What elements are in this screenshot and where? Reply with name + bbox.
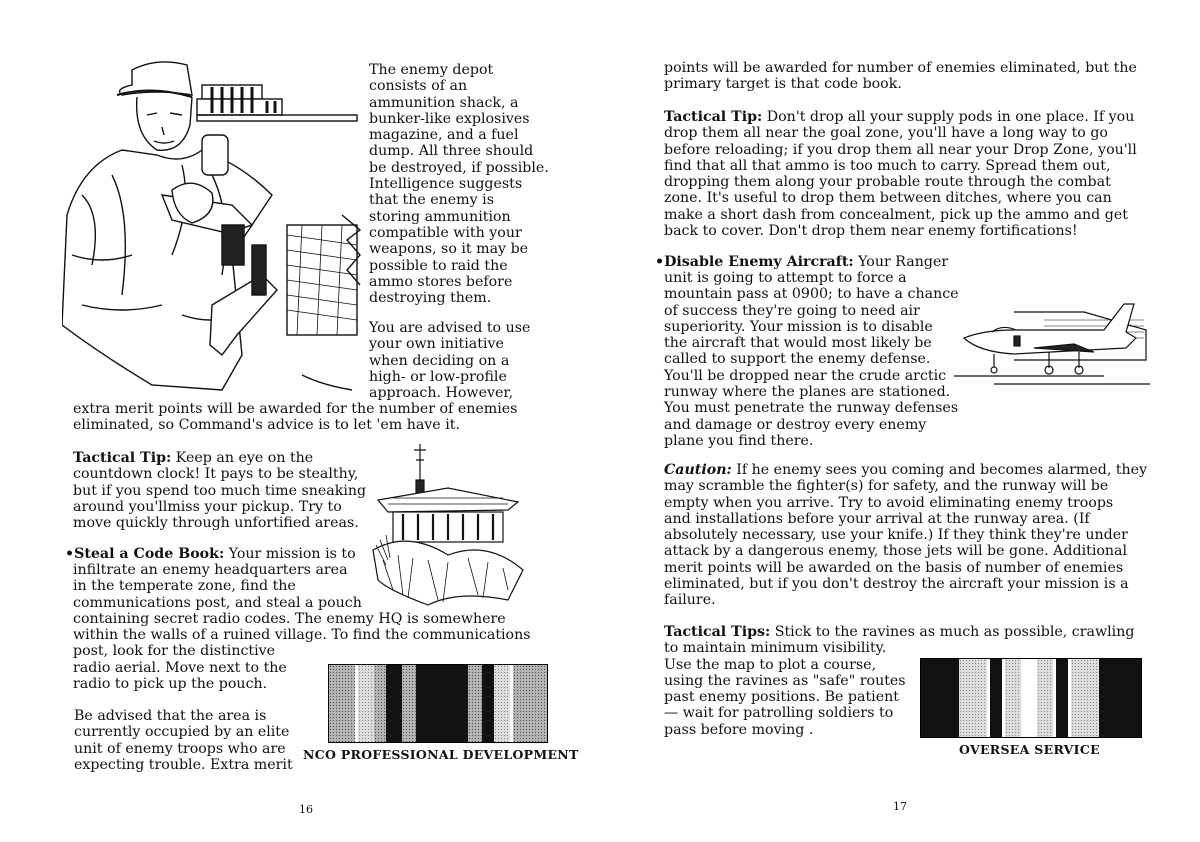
text-line: the aircraft that would most likely be: [664, 335, 932, 352]
text-line: You'll be dropped near the crude arctic: [664, 367, 947, 384]
jet-fighter-illustration: [954, 300, 1150, 392]
text-line: You must penetrate the runway defenses: [664, 400, 959, 417]
text-line: dropping them along your probable route through the combat: [664, 174, 1111, 191]
text-line: infiltrate an enemy headquarters area: [73, 562, 348, 578]
text-line: your own initiative: [369, 336, 504, 353]
code-book-label: Steal a Code Book:: [74, 546, 225, 562]
text-line: of success they're going to need air: [664, 302, 920, 319]
tip-label: Tactical Tip:: [664, 109, 763, 125]
text-line: compatible with your: [369, 224, 522, 241]
text-line: make a short dash from concealment, pick up the ammo and get: [664, 206, 1128, 223]
text-line: eliminated, but if you don't destroy the aircraft your mission is a: [664, 576, 1129, 593]
page-number: 16: [299, 803, 313, 816]
tips-label: Tactical Tips:: [664, 624, 771, 640]
text-line: empty when you arrive. Try to avoid eliminating enemy troops: [664, 494, 1114, 511]
text-line: and installations before your arrival at the runway area. (If: [664, 510, 1090, 527]
text-line: Your mission is to: [224, 546, 356, 562]
text-line: failure.: [664, 592, 716, 609]
tip-label: Tactical Tip:: [73, 450, 172, 466]
text-line: past enemy positions. Be patient: [664, 689, 899, 706]
text-line: unit is going to attempt to force a: [664, 270, 907, 286]
text-line: countdown clock! It pays to be stealthy,: [73, 466, 359, 483]
text-line: using the ravines as "safe" routes: [664, 672, 906, 689]
text-line: Be advised that the area is: [74, 708, 267, 724]
text-line: may scramble the fighter(s) for safety, and the runway will be: [664, 478, 1109, 495]
text-line: pass before moving .: [664, 721, 814, 738]
tactical-tip: [73, 450, 366, 531]
text-line: If he enemy sees you coming and becomes alarmed, they: [731, 462, 1148, 478]
text-line: runway where the planes are stationed.: [664, 384, 951, 401]
text-line: move quickly through unfortified areas.: [73, 515, 359, 532]
text-line: post, look for the distinctive: [73, 643, 276, 660]
text-line: extra merit points will be awarded for the number of enemies: [73, 401, 518, 417]
text-line: but if you spend too much time sneaking: [73, 482, 367, 499]
soldier-illustration: [62, 55, 362, 395]
nco-ribbon-caption: NCO PROFESSIONAL DEVELOPMENT: [303, 747, 579, 762]
top-text: [664, 60, 1137, 93]
text-line: radio to pick up the pouch.: [73, 676, 268, 693]
text-line: bunker-like explosives: [369, 110, 530, 127]
aircraft-label: Disable Enemy Aircraft:: [664, 254, 854, 270]
text-line: within the walls of a ruined village. To find the communications: [73, 627, 531, 644]
advised-text: [74, 708, 293, 773]
code-book-mission: [65, 546, 356, 562]
text-line: approach. However,: [369, 385, 514, 402]
text-line: before reloading; if you drop them all near your Drop Zone, you'll: [664, 141, 1137, 158]
text-line: Don't drop all your supply pods in one place. If you: [762, 109, 1135, 125]
text-line: — wait for patrolling soldiers to: [664, 705, 894, 722]
caution: [664, 462, 1147, 609]
advice-continued: [73, 401, 517, 434]
text-line: primary target is that code book.: [664, 76, 902, 93]
text-line: drop them all near the goal zone, you'll have a long way to go: [664, 125, 1108, 142]
text-line: expecting trouble. Extra merit: [74, 756, 293, 773]
text-line: ammunition shack, a: [369, 94, 519, 111]
advice-text: [369, 320, 530, 401]
bullet: •: [655, 254, 665, 270]
text-line: points will be awarded for number of enemies eliminated, but the: [664, 60, 1137, 76]
text-line: high- or low-profile: [369, 368, 507, 385]
text-line: You are advised to use: [369, 320, 531, 336]
aircraft-body: [664, 270, 959, 449]
oversea-ribbon-caption: OVERSEA SERVICE: [959, 742, 1100, 757]
oversea-service-ribbon: [920, 658, 1142, 738]
text-line: absolutely necessary, use your knife.) If they think they're under: [664, 527, 1128, 544]
text-line: when deciding on a: [369, 352, 510, 369]
text-line: superiority. Your mission is to disable: [664, 318, 933, 335]
text-line: radio aerial. Move next to the: [73, 659, 287, 676]
caution-label: Caution:: [664, 462, 732, 478]
text-line: eliminated, so Command's advice is to let 'em have it.: [73, 417, 460, 434]
text-line: mountain pass at 0900; to have a chance: [664, 286, 959, 303]
text-line: storing ammunition: [369, 208, 511, 225]
text-line: in the temperate zone, find the: [73, 578, 296, 595]
text-line: communications post, and steal a pouch: [73, 594, 362, 611]
text-line: destroying them.: [369, 290, 492, 307]
text-line: zone. It's useful to drop them between ditches, where you can: [664, 190, 1112, 207]
text-line: currently occupied by an elite: [74, 724, 290, 741]
text-line: called to support the enemy defense.: [664, 351, 931, 368]
right-page: [600, 0, 1200, 842]
text-line: around you'llmiss your pickup. Try to: [73, 498, 342, 515]
text-line: containing secret radio codes. The enemy HQ is somewhere: [73, 610, 506, 627]
text-line: attack by a dangerous enemy, those jets will be gone. Additional: [664, 543, 1128, 560]
text-line: that the enemy is: [369, 192, 494, 209]
nco-ribbon: [328, 664, 548, 743]
text-line: consists of an: [369, 78, 468, 95]
text-line: Your Ranger: [853, 254, 949, 270]
text-line: The enemy depot: [369, 62, 494, 78]
text-line: to maintain minimum visibility.: [664, 640, 887, 657]
text-line: and damage or destroy every enemy: [664, 416, 927, 433]
text-line: unit of enemy troops who are: [74, 740, 286, 757]
text-line: Keep an eye on the: [171, 450, 314, 466]
text-line: find that all that ammo is too much to carry. Spread them out,: [664, 157, 1111, 174]
page-number: 17: [893, 800, 907, 813]
text-line: Use the map to plot a course,: [664, 656, 877, 673]
text-line: Stick to the ravines as much as possible, crawling: [770, 624, 1135, 640]
text-line: back to cover. Don't drop them near enemy fortifications!: [664, 223, 1078, 240]
text-line: ammo stores before: [369, 273, 513, 290]
text-line: possible to raid the: [369, 257, 508, 274]
text-line: magazine, and a fuel: [369, 127, 519, 144]
aircraft-mission: [655, 254, 948, 270]
text-line: plane you find there.: [664, 432, 814, 449]
text-line: dump. All three should: [369, 143, 534, 160]
text-line: weapons, so it may be: [369, 241, 529, 258]
text-line: merit points will be awarded on the basis of number of enemies: [664, 559, 1124, 576]
intro-text: [369, 62, 549, 306]
text-line: Intelligence suggests: [369, 176, 523, 193]
text-line: be destroyed, if possible.: [369, 159, 549, 176]
tactical-tip: [664, 109, 1137, 239]
bullet: •: [65, 546, 75, 562]
